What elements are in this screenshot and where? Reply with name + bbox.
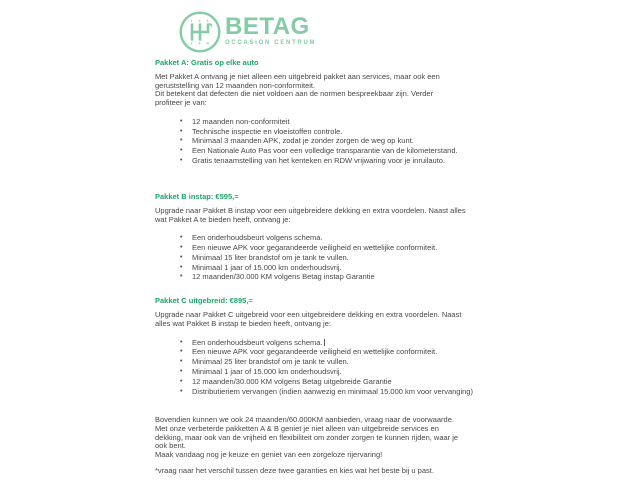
bullet-text: Een Nationale Auto Pas voor een volledige transparantie van de kilometerstand. — [192, 146, 458, 156]
bullet-dot-icon: • — [180, 147, 183, 155]
paragraph-line: Dit betekent dat defecten die niet voldoen aan de normen bespreekbaar zijn. Verder — [155, 89, 434, 99]
bullet-dot-icon: • — [180, 387, 183, 395]
svg-text:R: R — [206, 41, 209, 46]
bullet-text: Een nieuwe APK voor gegarandeerde veiligheid en wettelijke conformiteit. — [192, 243, 438, 252]
bullet-item — [180, 233, 500, 243]
text-cursor — [324, 339, 325, 346]
section-heading: Pakket A: Gratis op elke auto — [155, 58, 259, 67]
section-paragraph — [155, 311, 500, 328]
svg-text:3: 3 — [198, 19, 201, 24]
bullet-text: 12 maanden/30.000 KM volgens Betag instap Garantie — [192, 272, 375, 282]
bullet-text: Een onderhoudsbeurt volgens schema. — [192, 233, 323, 243]
bullet-text: Minimaal 1 jaar of 15.000 km onderhoudsvrij. — [192, 366, 342, 376]
section-heading: Pakket C uitgebreid: €895,= — [155, 296, 253, 306]
closing-line: Bovendien kunnen we ook 24 maanden/60.000KM aanbieden, vraag naar de voorwaarde. — [155, 415, 454, 425]
bullet-dot-icon: • — [180, 377, 183, 385]
bullet-item — [180, 357, 500, 367]
bullet-item — [180, 253, 500, 263]
bullet-dot-icon: • — [180, 348, 183, 356]
bullet-item — [180, 377, 500, 387]
gear-shift-logo-icon — [179, 11, 221, 53]
sections — [155, 58, 500, 396]
bullet-item — [180, 263, 500, 273]
bullet-list — [155, 117, 500, 166]
paragraph-line: alles wat Pakket B instap te bieden heeft, ontvang je: — [155, 318, 331, 328]
section-paragraph — [155, 73, 500, 108]
bullet-item — [180, 338, 500, 348]
closing-line: dekking, maar ook van de vrijheid en flexibiliteit om zonder zorgen te kunnen rijden, waar je — [155, 432, 459, 442]
bullet-dot-icon: • — [180, 157, 183, 164]
bullet-text: Technische inspectie en vloeistoffen controle. — [192, 126, 343, 136]
bullet-dot-icon: • — [180, 273, 183, 281]
paragraph-line: Upgrade naar Pakket B instap voor een uitgebreidere dekking en extra voordelen. Naast alles — [155, 205, 466, 215]
paragraph-line: Upgrade naar Pakket C uitgebreid voor een uitgebreidere dekking en extra voordelen. Naast — [155, 310, 462, 320]
bullet-text: Minimaal 25 liter brandstof om je tank te vullen. — [192, 357, 349, 367]
section-paragraph — [155, 207, 500, 224]
package-section-0 — [155, 58, 500, 166]
betag-logo — [179, 11, 316, 53]
paragraph-line: Met Pakket A ontvang je niet alleen een uitgebreid pakket aan services, maar ook een — [155, 72, 440, 81]
bullet-dot-icon: • — [180, 367, 183, 375]
bullet-text: Minimaal 3 maanden APK, zodat je zonder zorgen de weg op kunt. — [192, 136, 414, 146]
package-section-1 — [155, 192, 500, 282]
bullet-dot-icon: • — [180, 137, 183, 145]
bullet-dot-icon: • — [180, 244, 183, 251]
bullet-dot-icon: • — [180, 338, 183, 346]
bullet-text: Distributieriem vervangen (indien aanwezig en minimaal 15.000 km voor vervanging) — [192, 386, 473, 396]
footnote: *vraag naar het verschil tussen deze twee garanties en kies wat het beste bij u past. — [155, 465, 434, 475]
bullet-dot-icon: • — [180, 117, 183, 125]
logo-wordmark — [225, 11, 316, 46]
bullet-dot-icon: • — [180, 358, 183, 366]
svg-text:2: 2 — [190, 41, 193, 46]
brand-name: BETAG — [225, 13, 310, 40]
bullet-item — [180, 117, 500, 127]
svg-text:1: 1 — [190, 19, 193, 24]
bullet-text: 12 maanden/30.000 KM volgens Betag uitgebreide Garantie — [192, 376, 392, 386]
bullet-text: Minimaal 15 liter brandstof om je tank te vullen. — [192, 252, 349, 262]
closing-line: Met onze verbeterde pakketten A & B geniet je niet alleen van uitgebreide services en — [155, 424, 439, 434]
closing-line: Maak vandaag nog je keuze en geniet van een zorgeloze rijervaring! — [155, 450, 383, 460]
bullet-item — [180, 387, 500, 397]
section-heading: Pakket B instap: €595,= — [155, 191, 239, 201]
svg-text:5: 5 — [206, 19, 209, 24]
bullet-text: Gratis tenaamstelling van het kenteken en RDW vrijwaring voor je inruilauto. — [192, 156, 446, 165]
closing-line: ook bent. — [155, 441, 186, 451]
paragraph-line: geruststelling van 12 maanden non-conformiteit. — [155, 80, 316, 90]
bullet-text: Een onderhoudsbeurt volgens schema. — [192, 337, 323, 347]
bullet-item — [180, 272, 500, 282]
bullet-item — [180, 156, 500, 166]
closing-paragraph — [155, 416, 500, 460]
bullet-dot-icon: • — [180, 263, 183, 271]
bullet-dot-icon: • — [180, 234, 183, 242]
brand-subtitle: OCCASION CENTRUM — [225, 40, 317, 46]
bullet-item — [180, 136, 500, 146]
bullet-item — [180, 127, 500, 137]
document-body[interactable] — [155, 58, 500, 476]
bullet-item — [180, 347, 500, 357]
bullet-item — [180, 243, 500, 253]
bullet-dot-icon: • — [180, 127, 183, 135]
paragraph-line: profiteer je van: — [155, 98, 207, 108]
svg-text:4: 4 — [198, 41, 201, 46]
bullet-list — [155, 233, 500, 282]
bullet-list — [155, 338, 500, 397]
bullet-item — [180, 367, 500, 377]
package-section-2 — [155, 296, 500, 396]
bullet-text: Minimaal 1 jaar of 15.000 km onderhoudsvrij. — [192, 262, 342, 272]
paragraph-line: wat Pakket A te bieden heeft, ontvang je: — [155, 214, 291, 224]
bullet-text: Een nieuwe APK voor gegarandeerde veiligheid en wettelijke conformiteit. — [192, 347, 438, 357]
bullet-text: 12 maanden non-conformiteit — [192, 116, 290, 126]
bullet-item — [180, 146, 500, 156]
bullet-dot-icon: • — [180, 253, 183, 261]
